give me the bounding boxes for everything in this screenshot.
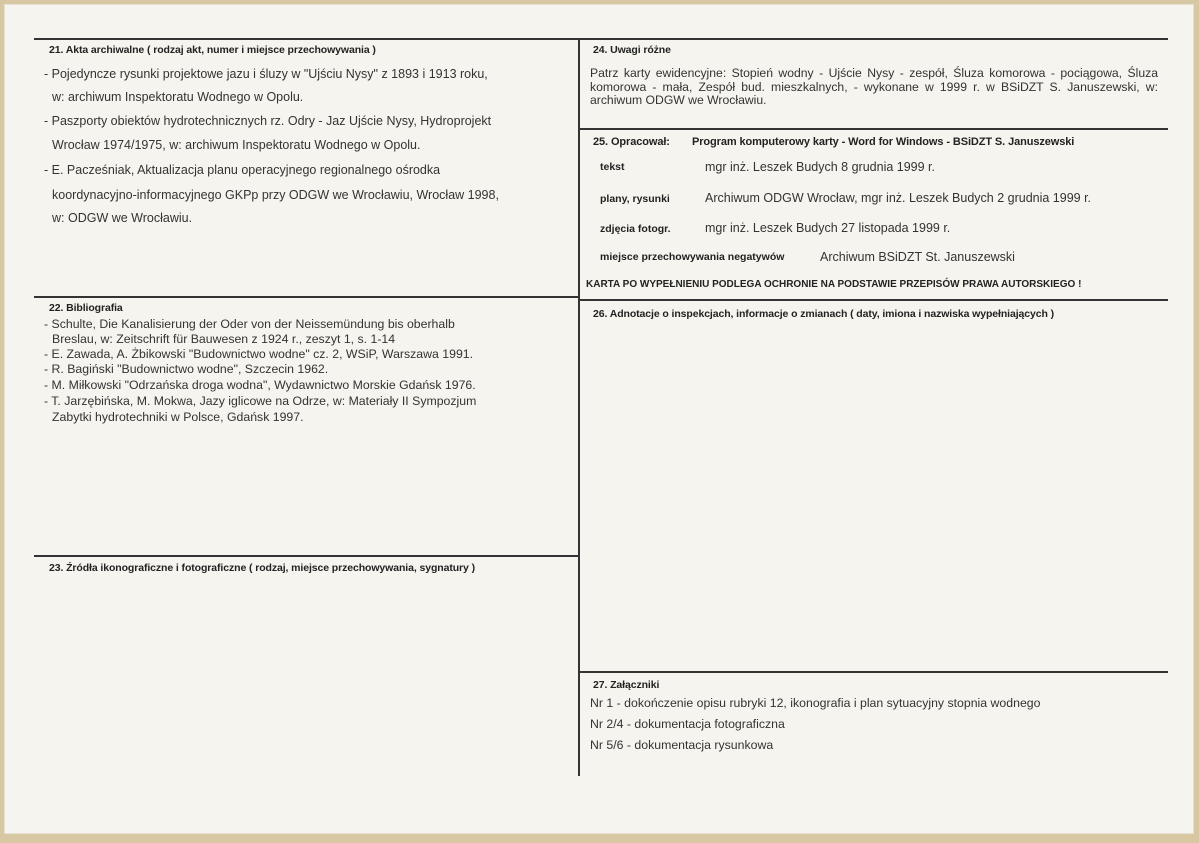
s22-line-2: Breslau, w: Zeitschrift für Bauwesen z 1924 r., zeszyt 1, s. 1-14 xyxy=(52,332,396,346)
section-21-title: 21. Akta archiwalne ( rodzaj akt, numer i miejsce przechowywania ) xyxy=(49,44,376,56)
rule-24-25 xyxy=(580,128,1168,130)
rule-21-22 xyxy=(34,296,580,298)
center-divider xyxy=(578,38,580,776)
top-right-rule xyxy=(580,38,1168,40)
s27-line-2: Nr 2/4 - dokumentacja fotograficzna xyxy=(590,717,785,731)
s21-line-1: - Pojedyncze rysunki projektowe jazu i śluzy w "Ujściu Nysy" z 1893 i 1913 roku, xyxy=(44,67,488,81)
section-27-title: 27. Załączniki xyxy=(593,679,660,691)
rule-22-23 xyxy=(34,555,580,557)
s25-label-tekst: tekst xyxy=(600,161,625,173)
s27-line-3: Nr 5/6 - dokumentacja rysunkowa xyxy=(590,738,774,752)
section-26-title: 26. Adnotacje o inspekcjach, informacje o zmianach ( daty, imiona i nazwiska wypełniających ) xyxy=(593,308,1055,320)
s25-label-negatywy: miejsce przechowywania negatywów xyxy=(600,251,785,263)
s21-line-7: w: ODGW we Wrocławiu. xyxy=(52,211,193,225)
s22-line-3: - E. Zawada, A. Żbikowski "Budownictwo wodne" cz. 2, WSiP, Warszawa 1991. xyxy=(44,347,474,361)
rule-25-26 xyxy=(580,299,1168,301)
s22-line-4: - R. Bagiński "Budownictwo wodne", Szczecin 1962. xyxy=(44,362,329,376)
s25-label-zdjecia: zdjęcia fotogr. xyxy=(600,223,671,235)
rule-26-27 xyxy=(580,671,1168,673)
section-25-title: 25. Opracował: xyxy=(593,136,670,148)
s24-text: Patrz karty ewidencyjne: Stopień wodny - Ujście Nysy - zespół, Śluza komorowa - pociągowa, Śluza komorowa - mała, Zespół bud. mieszkalnych, - wykonane w 1999 r. w BSiDZT S. Januszewski, w: archiwum ODGW we Wrocławiu. xyxy=(590,66,1158,107)
s22-line-1: - Schulte, Die Kanalisierung der Oder von der Neissemündung bis oberhalb xyxy=(44,317,455,331)
section-22-title: 22. Bibliografia xyxy=(49,302,123,314)
s22-line-7: Zabytki hydrotechniki w Polsce, Gdańsk 1997. xyxy=(52,410,304,424)
s21-line-2: w: archiwum Inspektoratu Wodnego w Opolu. xyxy=(52,90,304,104)
s25-value-tekst: mgr inż. Leszek Budych 8 grudnia 1999 r. xyxy=(705,160,935,174)
s22-line-6: - T. Jarzębińska, M. Mokwa, Jazy iglicowe na Odrze, w: Materiały II Sympozjum xyxy=(44,394,477,408)
record-card xyxy=(4,4,1194,834)
s21-line-3: - Paszporty obiektów hydrotechnicznych rz. Odry - Jaz Ujście Nysy, Hydroprojekt xyxy=(44,114,492,128)
s25-value-negatywy: Archiwum BSiDZT St. Januszewski xyxy=(820,250,1015,264)
s25-label-plany: plany, rysunki xyxy=(600,193,670,205)
section-23-title: 23. Źródła ikonograficzne i fotograficzne ( rodzaj, miejsce przechowywania, sygnatury ) xyxy=(49,562,475,574)
s27-line-1: Nr 1 - dokończenie opisu rubryki 12, ikonografia i plan sytuacyjny stopnia wodnego xyxy=(590,696,1041,710)
section-24-title: 24. Uwagi różne xyxy=(593,44,671,56)
s25-value-zdjecia: mgr inż. Leszek Budych 27 listopada 1999 r. xyxy=(705,221,951,235)
s21-line-6: koordynacyjno-informacyjnego GKPp przy ODGW we Wrocławiu, Wrocław 1998, xyxy=(52,188,499,202)
section-25-program: Program komputerowy karty - Word for Windows - BSiDZT S. Januszewski xyxy=(692,136,1075,148)
s25-value-plany: Archiwum ODGW Wrocław, mgr inż. Leszek Budych 2 grudnia 1999 r. xyxy=(705,191,1092,205)
s21-line-4: Wrocław 1974/1975, w: archiwum Inspektoratu Wodnego w Opolu. xyxy=(52,138,421,152)
s25-copyright-notice: KARTA PO WYPEŁNIENIU PODLEGA OCHRONIE NA PODSTAWIE PRZEPISÓW PRAWA AUTORSKIEGO ! xyxy=(586,279,1082,290)
s21-line-5: - E. Pacześniak, Aktualizacja planu operacyjnego regionalnego ośrodka xyxy=(44,163,441,177)
s22-line-5: - M. Miłkowski "Odrzańska droga wodna", Wydawnictwo Morskie Gdańsk 1976. xyxy=(44,378,476,392)
top-left-rule xyxy=(34,38,580,40)
